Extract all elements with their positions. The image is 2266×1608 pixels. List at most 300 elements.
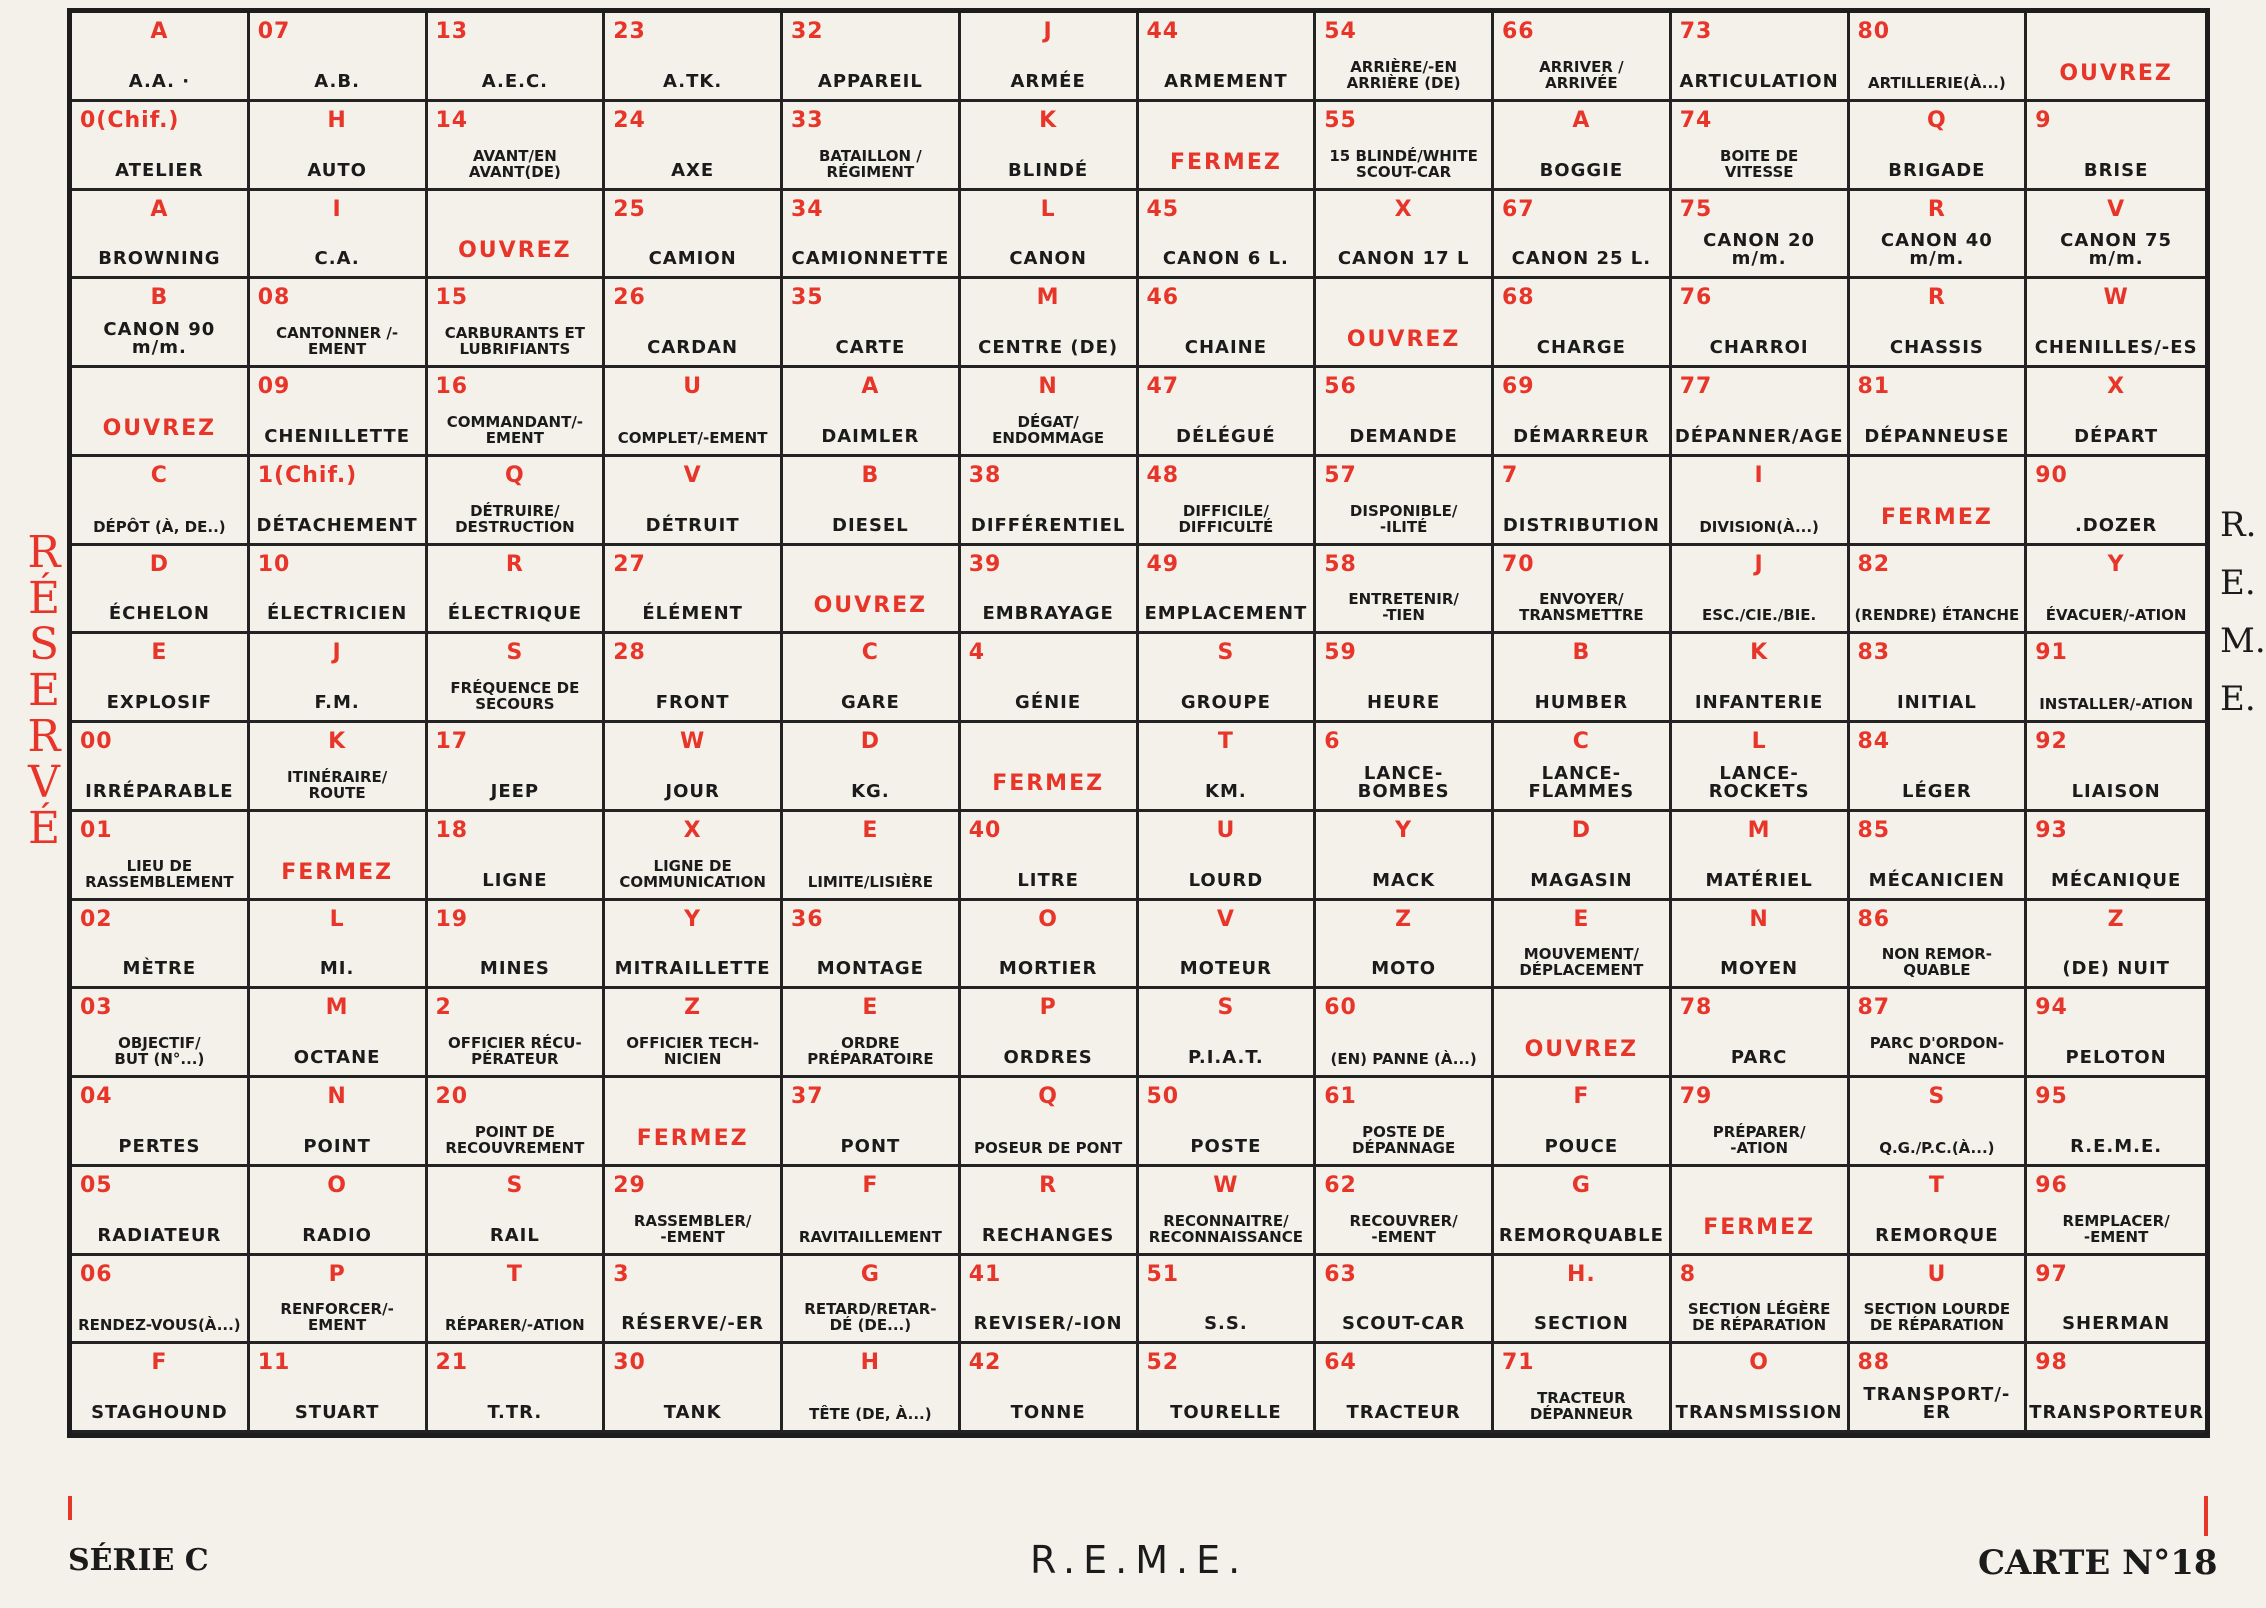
cell-word: INFANTERIE <box>1694 692 1824 713</box>
grid-cell <box>1672 546 1850 635</box>
cell-code: T <box>1928 1172 1945 1198</box>
grid-cell <box>605 989 783 1078</box>
cell-code: 0(Chif.) <box>80 107 180 133</box>
cell-code: C <box>150 462 168 488</box>
cell-word: INITIAL <box>1896 692 1977 713</box>
cell-code: 20 <box>435 1084 469 1109</box>
grid-cell <box>428 901 606 990</box>
grid-cell <box>1850 989 2028 1078</box>
grid-cell <box>72 279 250 368</box>
cell-word: CHASSIS <box>1889 337 1984 358</box>
cell-code: V <box>683 462 702 488</box>
cell-word: SECTION LOURDE DE RÉPARATION <box>1863 1300 2011 1335</box>
cell-code: P <box>1039 995 1057 1021</box>
cell-code: M <box>1747 817 1771 843</box>
grid-cell <box>428 989 606 1078</box>
cell-code: L <box>329 906 345 932</box>
grid-cell <box>961 457 1139 546</box>
grid-cell <box>250 812 428 901</box>
cell-code: R <box>505 551 524 577</box>
card-title: R.E.M.E. <box>1030 1538 1249 1582</box>
cell-word: PERTES <box>118 1135 201 1157</box>
grid-cell <box>605 191 783 280</box>
grid-cell <box>1139 812 1317 901</box>
cell-code: 41 <box>968 1261 1002 1287</box>
grid-cell <box>250 723 428 812</box>
grid-cell <box>783 1256 961 1345</box>
grid-cell <box>72 102 250 191</box>
grid-cell <box>428 1256 606 1345</box>
cell-word: PRÉPARER/ -ATION <box>1712 1122 1806 1157</box>
cell-word: A.A. · <box>128 70 191 92</box>
grid-cell <box>1139 279 1317 368</box>
cell-word: AXE <box>671 159 715 181</box>
cell-word: MAGASIN <box>1530 869 1633 891</box>
cell-code: 13 <box>435 19 469 44</box>
cell-word: MOTO <box>1371 958 1437 980</box>
cell-code: 83 <box>1857 640 1891 666</box>
cell-word: OUVREZ <box>1524 1037 1639 1062</box>
cell-code: 61 <box>1324 1084 1357 1109</box>
cell-code: 06 <box>80 1261 113 1287</box>
cell-word: REMORQUABLE <box>1498 1224 1664 1246</box>
grid-cell <box>783 13 961 102</box>
cell-code: Y <box>2107 551 2125 577</box>
cell-word: ATELIER <box>115 159 204 181</box>
grid-cell <box>1494 812 1672 901</box>
cell-word: DÉMARREUR <box>1513 425 1650 447</box>
grid-cell <box>961 989 1139 1078</box>
grid-cell <box>2027 1167 2205 1256</box>
cell-word: PELOTON <box>2065 1047 2167 1068</box>
cell-code: 27 <box>613 551 646 577</box>
cell-code: Q <box>505 462 525 488</box>
grid-cell <box>605 1344 783 1433</box>
grid-cell <box>1316 723 1494 812</box>
cell-word: 15 BLINDÉ/WHITE SCOUT-CAR <box>1329 146 1478 181</box>
red-tick-mark <box>68 1496 72 1520</box>
cell-code: 35 <box>791 285 824 311</box>
cell-word: LITRE <box>1017 869 1079 891</box>
cell-code: 8 <box>1679 1261 1697 1287</box>
grid-cell <box>961 812 1139 901</box>
cell-code: 40 <box>968 817 1002 843</box>
cell-code: 25 <box>613 196 646 222</box>
cell-code: J <box>1043 19 1053 44</box>
grid-cell <box>2027 901 2205 990</box>
grid-cell <box>1494 102 1672 191</box>
cell-code: 56 <box>1324 374 1357 399</box>
cell-code: 87 <box>1857 995 1891 1021</box>
grid-cell <box>1494 279 1672 368</box>
cell-word: DAIMLER <box>821 425 920 447</box>
cell-word: ITINÉRAIRE/ ROUTE <box>287 767 388 802</box>
cell-word: POINT DE RECOUVREMENT <box>445 1122 585 1157</box>
cell-code: 86 <box>1857 906 1891 932</box>
cell-word: REVISER/-ION <box>973 1313 1123 1335</box>
cell-code: 75 <box>1679 196 1713 222</box>
grid-cell <box>1316 989 1494 1078</box>
cell-word: SECTION LÉGÈRE DE RÉPARATION <box>1687 1300 1831 1335</box>
cell-code: 15 <box>435 285 469 311</box>
cell-word: ENTRETENIR/ -TIEN <box>1348 590 1459 625</box>
cell-code: 50 <box>1146 1084 1180 1109</box>
cell-code: 78 <box>1679 995 1713 1021</box>
cell-code: R <box>1927 196 1946 222</box>
cell-word: S.S. <box>1204 1313 1248 1335</box>
cell-word: FRÉQUENCE DE SECOURS <box>450 679 580 713</box>
grid-cell <box>605 812 783 901</box>
cell-word: GROUPE <box>1180 692 1271 713</box>
cell-code: W <box>679 729 706 754</box>
grid-cell <box>1494 1256 1672 1345</box>
cell-word: GÉNIE <box>1015 692 1082 713</box>
grid-cell <box>1672 1256 1850 1345</box>
cell-code: J <box>332 640 342 666</box>
cell-word: REMPLACER/ -EMENT <box>2062 1211 2170 1246</box>
cell-word: CHENILLETTE <box>264 425 411 447</box>
cell-code: 10 <box>257 551 291 577</box>
cell-word: MOTEUR <box>1179 958 1272 980</box>
cell-word: TONNE <box>1010 1402 1086 1423</box>
grid-cell <box>1316 546 1494 635</box>
grid-cell <box>72 1078 250 1167</box>
cell-code: K <box>1750 640 1769 666</box>
reserve-vertical-label <box>22 527 66 854</box>
grid-cell <box>1139 1344 1317 1433</box>
grid-cell <box>1850 102 2028 191</box>
cell-code: 49 <box>1146 551 1180 577</box>
cell-code: 80 <box>1857 19 1891 44</box>
cell-word: EMBRAYAGE <box>982 603 1114 625</box>
cell-word: POSEUR DE PONT <box>974 1138 1123 1157</box>
cell-word: MORTIER <box>998 958 1098 980</box>
cell-word: LOURD <box>1188 869 1264 891</box>
cell-code: S <box>1217 995 1235 1021</box>
grid-cell <box>1139 457 1317 546</box>
cell-code: 34 <box>791 196 824 222</box>
cell-word: FERMEZ <box>281 859 394 885</box>
cell-word: TRACTEUR DÉPANNEUR <box>1529 1389 1633 1423</box>
grid-cell <box>250 1344 428 1433</box>
cell-word: RECONNAITRE/ RECONNAISSANCE <box>1148 1211 1303 1246</box>
cell-word: DIFFÉRENTIEL <box>970 514 1126 536</box>
reserve-letter: V <box>28 757 60 808</box>
grid-cell <box>2027 1344 2205 1433</box>
cell-code: O <box>327 1172 347 1198</box>
grid-cell <box>1672 191 1850 280</box>
cell-word: MINES <box>479 958 550 980</box>
grid-cell <box>783 368 961 457</box>
grid-cell <box>250 1256 428 1345</box>
grid-cell <box>428 1078 606 1167</box>
cell-code: 64 <box>1324 1350 1357 1376</box>
cell-word: RADIATEUR <box>97 1224 222 1246</box>
cell-code: 70 <box>1502 551 1535 577</box>
cell-word: RAIL <box>489 1224 540 1246</box>
grid-cell <box>1850 634 2028 723</box>
grid-cell <box>1494 1344 1672 1433</box>
grid-cell <box>72 901 250 990</box>
grid-cell <box>250 901 428 990</box>
cell-code: I <box>332 196 342 222</box>
cell-code: 85 <box>1857 817 1891 843</box>
cell-word: OFFICIER TECH- NICIEN <box>626 1034 759 1068</box>
cell-word: LANCE-FLAMMES <box>1528 762 1635 802</box>
cell-word: DÉPANNER/AGE <box>1674 425 1844 447</box>
grid-cell <box>1672 279 1850 368</box>
cell-code: 54 <box>1324 19 1357 44</box>
cell-code: W <box>1213 1172 1239 1198</box>
cell-code: N <box>327 1084 347 1109</box>
cell-word: MACK <box>1372 869 1436 891</box>
grid-cell <box>961 901 1139 990</box>
reserve-letter: S <box>28 619 60 670</box>
cell-word: CENTRE (DE) <box>978 337 1119 358</box>
grid-cell <box>783 546 961 635</box>
cell-code: V <box>1216 906 1235 932</box>
cell-code: 63 <box>1324 1261 1357 1287</box>
cell-word: LIAISON <box>2071 780 2161 802</box>
grid-cell <box>1494 457 1672 546</box>
grid-cell <box>1494 368 1672 457</box>
cell-word: T.TR. <box>487 1402 543 1423</box>
cell-code: T <box>1217 729 1234 754</box>
grid-cell <box>250 634 428 723</box>
grid-cell <box>1139 634 1317 723</box>
cell-code: 74 <box>1679 107 1713 133</box>
grid-cell <box>961 546 1139 635</box>
grid-cell <box>250 457 428 546</box>
grid-cell <box>605 723 783 812</box>
cell-code: 96 <box>2035 1172 2068 1198</box>
cell-code: U <box>683 374 703 399</box>
reme-side-label <box>2220 496 2266 728</box>
cell-word: OUVREZ <box>1346 327 1461 352</box>
cell-word: NON REMOR- QUABLE <box>1881 945 1993 980</box>
grid-cell <box>783 191 961 280</box>
cell-word: IRRÉPARABLE <box>85 780 234 802</box>
cell-code: 76 <box>1679 285 1713 311</box>
cell-code: Y <box>1395 817 1413 843</box>
cell-word: BRISE <box>2083 159 2149 181</box>
grid-cell <box>1139 13 1317 102</box>
grid-cell <box>1494 1167 1672 1256</box>
grid-cell <box>2027 279 2205 368</box>
cell-word: A.E.C. <box>481 70 549 92</box>
cell-word: RECHANGES <box>981 1224 1115 1246</box>
cell-word: DÉPÔT (À, DE..) <box>93 517 226 536</box>
cell-word: FERMEZ <box>1880 504 1993 530</box>
grid-cell <box>428 13 606 102</box>
cell-word: DÉTRUIT <box>645 514 740 536</box>
cell-code: B <box>861 462 880 488</box>
grid-cell <box>1494 901 1672 990</box>
grid-cell <box>1850 1344 2028 1433</box>
grid-cell <box>428 812 606 901</box>
cell-word: C.A. <box>314 248 360 270</box>
cell-code: F <box>151 1350 168 1376</box>
grid-cell <box>605 102 783 191</box>
cell-code: 36 <box>791 906 824 932</box>
reme-side-letter: R. <box>2220 505 2257 545</box>
cell-code: S <box>506 640 524 666</box>
cell-word: F.M. <box>314 692 360 713</box>
cell-code: 30 <box>613 1350 646 1376</box>
cell-word: BLINDÉ <box>1008 159 1089 181</box>
grid-cell <box>1672 13 1850 102</box>
cell-word: CANON 90 m/m. <box>103 319 216 358</box>
cell-code: 60 <box>1324 995 1357 1021</box>
cell-word: BOITE DE VITESSE <box>1720 146 1799 181</box>
grid-cell <box>783 1344 961 1433</box>
cell-word: STAGHOUND <box>91 1402 228 1423</box>
cell-word: JEEP <box>490 780 540 802</box>
cell-word: JOUR <box>665 780 720 802</box>
grid-cell <box>250 546 428 635</box>
cell-word: A.TK. <box>663 70 723 92</box>
grid-cell <box>428 368 606 457</box>
cell-code: X <box>2107 374 2126 399</box>
cell-code: 24 <box>613 107 646 133</box>
cell-code: 38 <box>968 462 1002 488</box>
grid-cell <box>1850 457 2028 546</box>
cell-word: REMORQUE <box>1875 1224 1999 1246</box>
grid-cell <box>1316 279 1494 368</box>
cell-code: 88 <box>1857 1350 1891 1376</box>
grid-cell <box>961 368 1139 457</box>
cell-word: LIGNE DE COMMUNICATION <box>619 856 766 891</box>
grid-cell <box>1316 1167 1494 1256</box>
cell-word: LANCE-ROCKETS <box>1708 762 1810 802</box>
cell-word: DÉTRUIRE/ DESTRUCTION <box>455 501 575 536</box>
cell-word: FERMEZ <box>636 1125 749 1151</box>
cell-code: A <box>861 374 880 399</box>
grid-cell <box>1316 13 1494 102</box>
cell-word: OUVREZ <box>458 238 572 264</box>
cell-word: CANON 40 m/m. <box>1880 230 1993 270</box>
cell-code: 4 <box>968 640 986 666</box>
cell-word: AVANT/EN AVANT(DE) <box>468 146 561 181</box>
grid-cell <box>2027 457 2205 546</box>
cell-code: 92 <box>2035 729 2068 754</box>
cell-word: ARMEMENT <box>1164 70 1288 92</box>
cell-word: OUVREZ <box>813 593 928 619</box>
reserve-letter: É <box>27 803 61 854</box>
cell-word: R.E.M.E. <box>2070 1135 2163 1157</box>
grid-cell <box>605 368 783 457</box>
cell-code: 79 <box>1679 1084 1713 1109</box>
cell-code: 21 <box>435 1350 469 1376</box>
cell-code: 44 <box>1146 19 1180 44</box>
cell-code: 59 <box>1324 640 1357 666</box>
cell-word: CARBURANTS ET LUBRIFIANTS <box>444 324 585 358</box>
cell-word: APPAREIL <box>817 70 923 92</box>
cell-word: CANON 6 L. <box>1162 248 1289 270</box>
cell-word: RÉSERVE/-ER <box>621 1313 764 1335</box>
cell-code: D <box>1571 817 1591 843</box>
cell-word: (RENDRE) ÉTANCHE <box>1854 606 2020 625</box>
grid-cell <box>1850 191 2028 280</box>
cell-word: DISPONIBLE/ -ILITÉ <box>1349 501 1458 536</box>
reme-side-letter: E. <box>2220 679 2256 719</box>
cell-code: 08 <box>257 285 291 311</box>
cell-code: S <box>506 1172 524 1198</box>
cell-code: 68 <box>1502 285 1535 311</box>
grid-cell <box>1672 812 1850 901</box>
cell-code: C <box>861 640 879 666</box>
cell-code: 82 <box>1857 551 1891 577</box>
cell-word: GARE <box>840 692 900 713</box>
cell-code: 67 <box>1502 196 1535 222</box>
grid-cell <box>1850 1256 2028 1345</box>
cell-code: 29 <box>613 1172 646 1198</box>
cell-word: CANON 75 m/m. <box>2060 230 2173 270</box>
cell-code: 51 <box>1146 1261 1180 1287</box>
grid-cell <box>2027 13 2205 102</box>
grid-cell <box>428 1167 606 1256</box>
cell-code: 37 <box>791 1084 824 1109</box>
cell-code: Z <box>684 995 702 1021</box>
grid-cell <box>961 191 1139 280</box>
grid-cell <box>1494 13 1672 102</box>
grid-cell <box>428 102 606 191</box>
cell-word: EMPLACEMENT <box>1144 603 1308 625</box>
cell-word: ÉVACUER/-ATION <box>2045 606 2187 625</box>
grid-cell <box>428 1344 606 1433</box>
grid-cell <box>783 1167 961 1256</box>
grid-cell <box>72 812 250 901</box>
grid-cell <box>72 191 250 280</box>
cell-word: PARC <box>1730 1047 1788 1068</box>
cell-code: H <box>327 107 347 133</box>
cell-code: 94 <box>2035 995 2068 1021</box>
cell-word: MITRAILLETTE <box>614 958 771 980</box>
reme-side-letter: M. <box>2220 621 2266 661</box>
cell-code: 2 <box>435 995 452 1021</box>
cell-word: (EN) PANNE (À...) <box>1330 1050 1477 1068</box>
cell-code: W <box>2103 285 2129 311</box>
cell-word: POSTE <box>1190 1135 1262 1157</box>
grid-cell <box>250 102 428 191</box>
cell-word: POUCE <box>1544 1135 1619 1157</box>
cell-word: (DE) NUIT <box>2062 958 2170 980</box>
cell-code: 47 <box>1146 374 1180 399</box>
cell-code: 62 <box>1324 1172 1357 1198</box>
grid-cell <box>1850 1078 2028 1167</box>
grid-cell <box>72 1344 250 1433</box>
grid-cell <box>428 634 606 723</box>
cell-code: F <box>1573 1084 1590 1109</box>
cell-code: 18 <box>435 817 469 843</box>
cell-word: SHERMAN <box>2062 1313 2171 1335</box>
cell-word: SCOUT-CAR <box>1342 1313 1466 1335</box>
grid-cell <box>1850 13 2028 102</box>
cell-code: G <box>1571 1172 1591 1198</box>
cell-code: A <box>150 196 169 222</box>
grid-cell <box>605 901 783 990</box>
grid-cell <box>1316 102 1494 191</box>
cell-word: BOGGIE <box>1539 159 1624 181</box>
grid-cell <box>1139 102 1317 191</box>
cell-word: PONT <box>840 1135 901 1157</box>
cell-code: Y <box>684 906 702 932</box>
cell-word: FERMEZ <box>1169 149 1282 175</box>
grid-cell <box>428 191 606 280</box>
cell-word: RÉPARER/-ATION <box>445 1316 585 1335</box>
cell-code: S <box>1217 640 1235 666</box>
grid-cell <box>1494 634 1672 723</box>
